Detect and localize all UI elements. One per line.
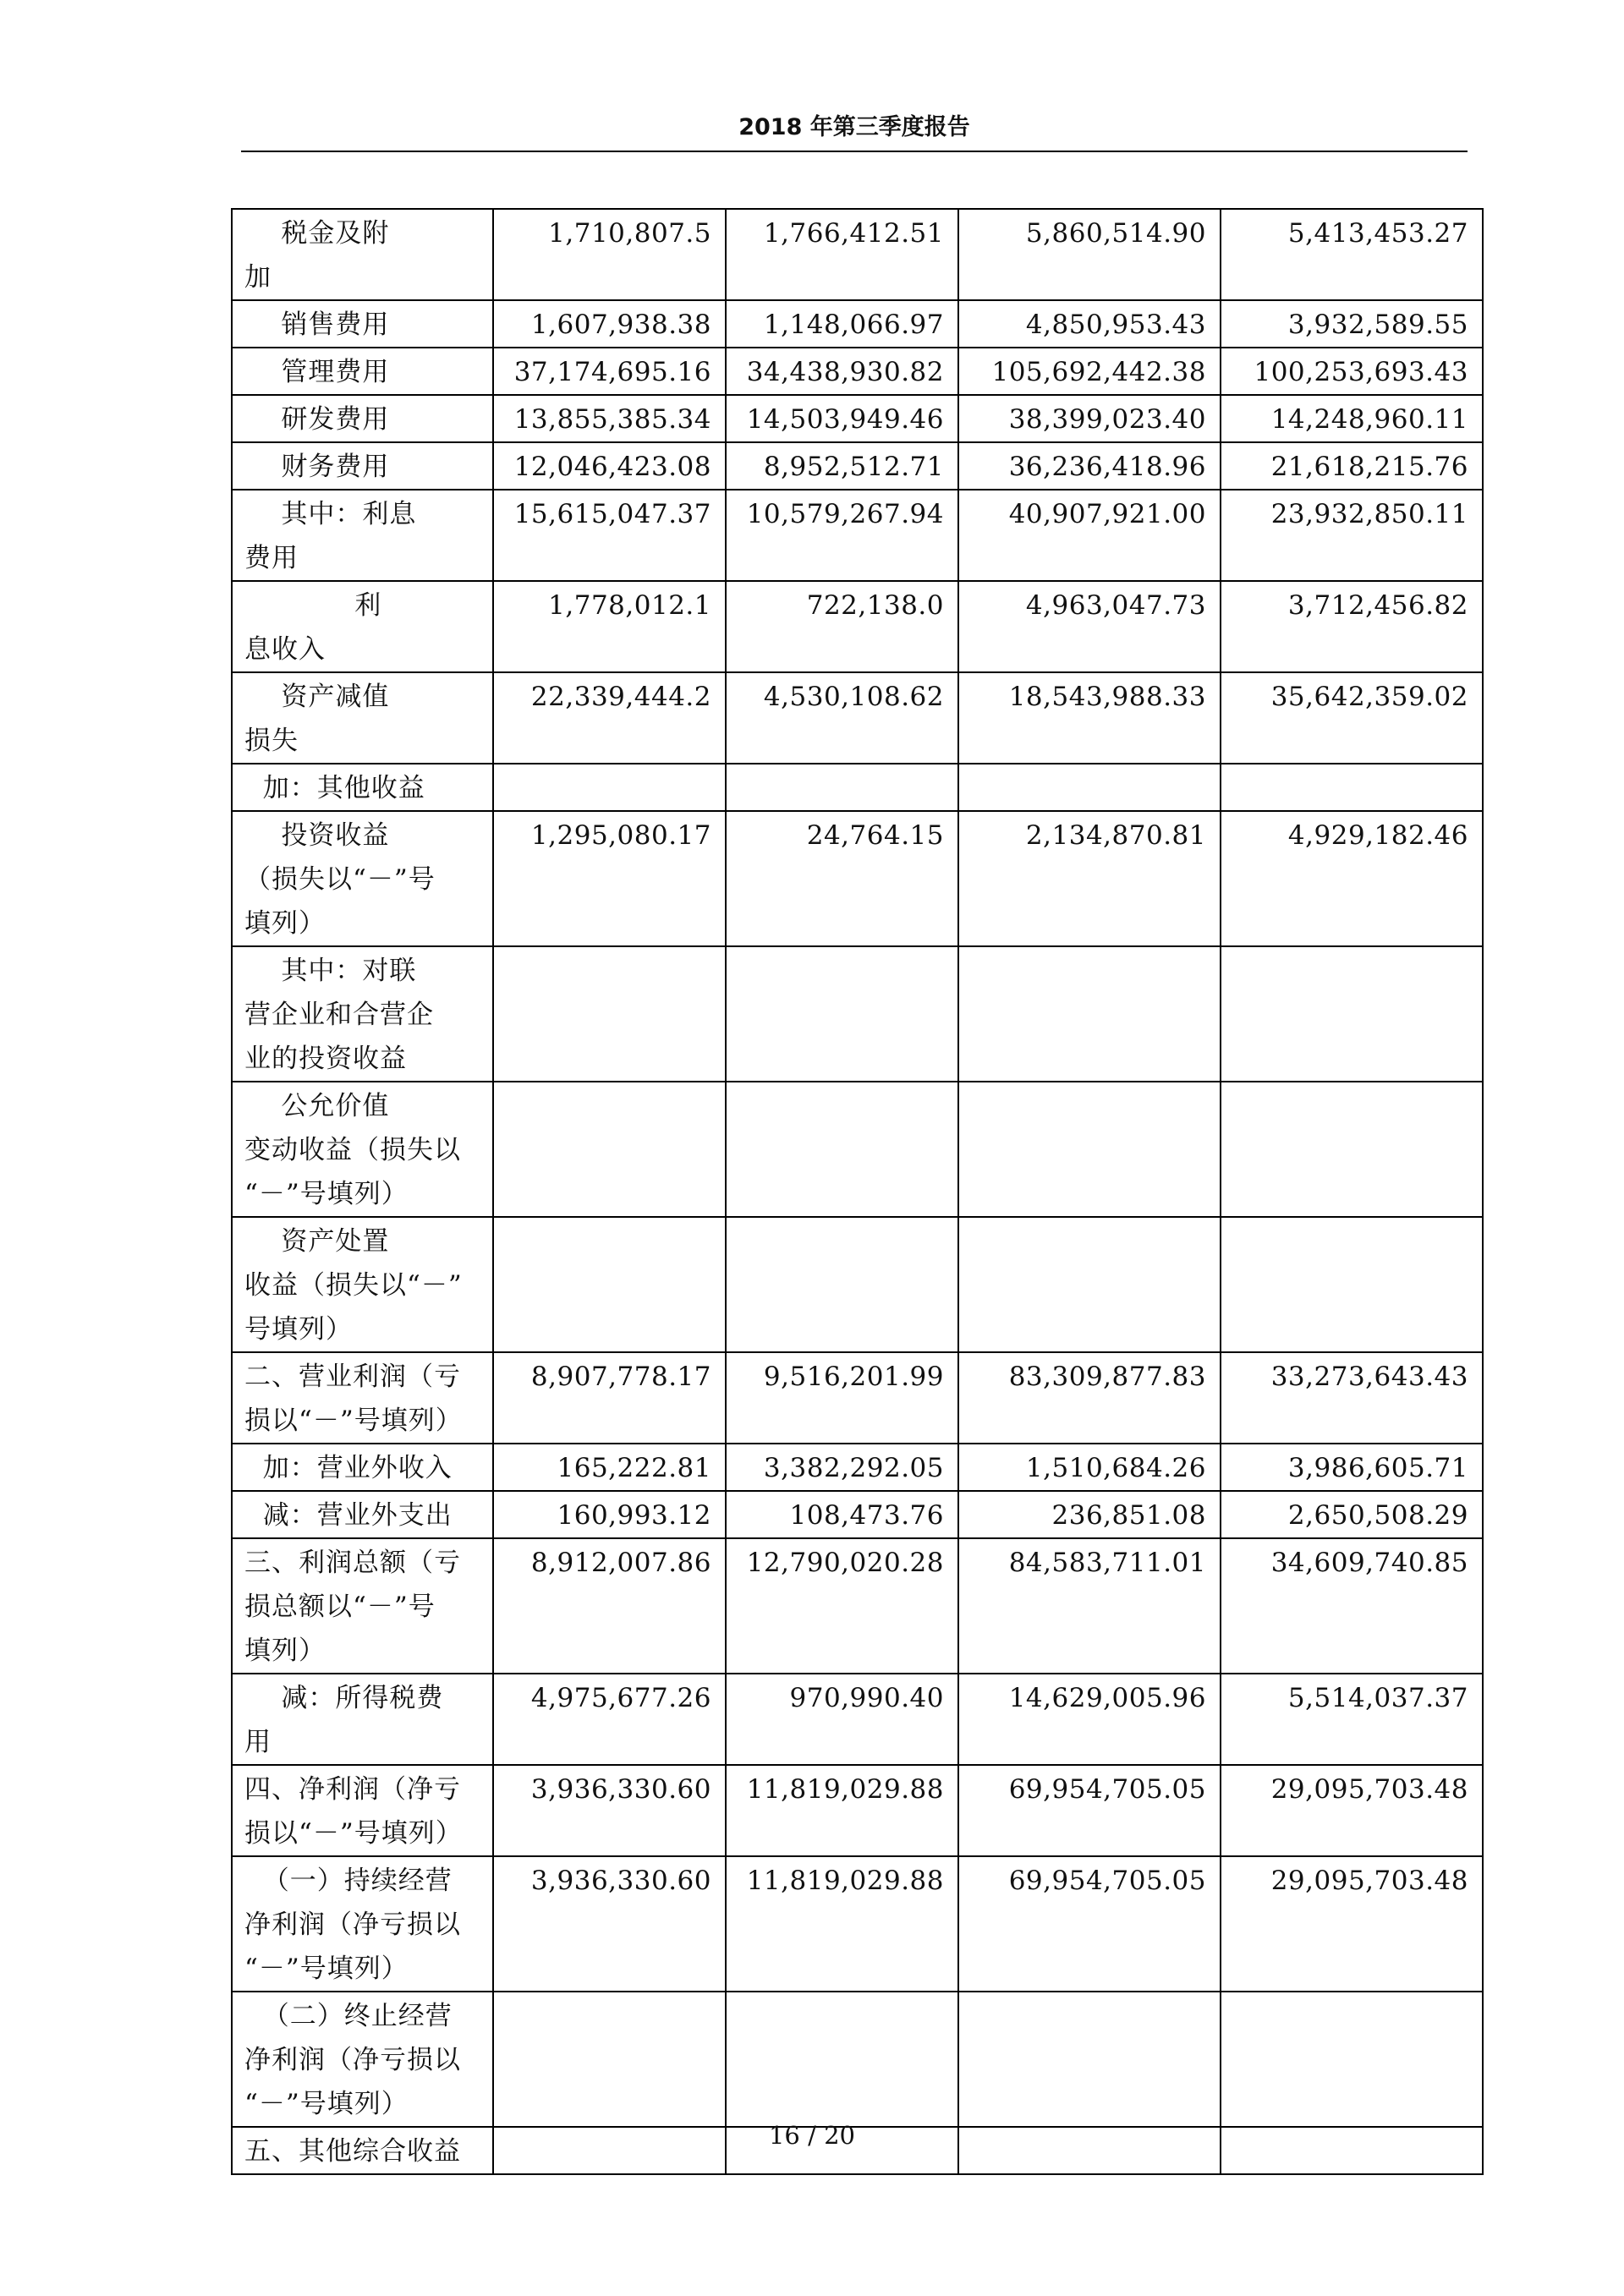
row-label: （一）持续经营 净利润（净亏损以 “－”号填列） (232, 1856, 493, 1992)
value-cell: 2,134,870.81 (958, 811, 1221, 946)
table-row (232, 1765, 1483, 1856)
table-row (232, 442, 1483, 490)
value-cell: 69,954,705.05 (958, 1856, 1221, 1992)
value-cell: 4,963,047.73 (958, 581, 1221, 672)
row-label: 公允价值 变动收益（损失以 “－”号填列） (232, 1082, 493, 1217)
value-cell: 165,222.81 (493, 1444, 726, 1491)
value-cell: 10,579,267.94 (726, 490, 958, 581)
value-cell: 14,248,960.11 (1221, 395, 1483, 442)
value-cell: 1,510,684.26 (958, 1444, 1221, 1491)
value-cell: 236,851.08 (958, 1491, 1221, 1538)
table-row (232, 764, 1483, 811)
row-label: 税金及附 加 (232, 209, 493, 300)
table-row (232, 300, 1483, 348)
table-row (232, 811, 1483, 946)
value-cell (1221, 1082, 1483, 1217)
value-cell: 1,710,807.5 (493, 209, 726, 300)
value-cell: 722,138.0 (726, 581, 958, 672)
table-row (232, 1856, 1483, 1992)
report-header-title: 2018 年第三季度报告 (738, 114, 970, 140)
row-label: 投资收益 （损失以“－”号 填列） (232, 811, 493, 946)
value-cell: 1,607,938.38 (493, 300, 726, 348)
value-cell: 15,615,047.37 (493, 490, 726, 581)
value-cell: 29,095,703.48 (1221, 1765, 1483, 1856)
table-body (232, 209, 1483, 2174)
value-cell (958, 946, 1221, 1082)
value-cell: 970,990.40 (726, 1674, 958, 1765)
value-cell: 1,766,412.51 (726, 209, 958, 300)
value-cell: 3,712,456.82 (1221, 581, 1483, 672)
value-cell: 108,473.76 (726, 1491, 958, 1538)
value-cell: 1,148,066.97 (726, 300, 958, 348)
value-cell: 4,530,108.62 (726, 672, 958, 764)
value-cell: 12,790,020.28 (726, 1538, 958, 1674)
value-cell: 9,516,201.99 (726, 1352, 958, 1444)
row-label: 二、营业利润（亏 损以“－”号填列） (232, 1352, 493, 1444)
row-label: 资产处置 收益（损失以“－” 号填列） (232, 1217, 493, 1352)
row-label: 销售费用 (232, 300, 493, 348)
value-cell: 4,929,182.46 (1221, 811, 1483, 946)
row-label: 三、利润总额（亏 损总额以“－”号 填列） (232, 1538, 493, 1674)
row-label: 五、其他综合收益 (232, 2127, 493, 2174)
value-cell: 2,650,508.29 (1221, 1491, 1483, 1538)
table-row (232, 348, 1483, 395)
value-cell: 13,855,385.34 (493, 395, 726, 442)
table-row (232, 209, 1483, 300)
value-cell: 14,629,005.96 (958, 1674, 1221, 1765)
value-cell: 4,975,677.26 (493, 1674, 726, 1765)
value-cell (958, 764, 1221, 811)
value-cell: 36,236,418.96 (958, 442, 1221, 490)
income-statement-table (231, 208, 1484, 2175)
value-cell (493, 1992, 726, 2127)
table-row (232, 672, 1483, 764)
header-rule (241, 151, 1468, 152)
value-cell (1221, 946, 1483, 1082)
value-cell: 34,609,740.85 (1221, 1538, 1483, 1674)
value-cell (958, 1082, 1221, 1217)
value-cell: 3,382,292.05 (726, 1444, 958, 1491)
value-cell: 34,438,930.82 (726, 348, 958, 395)
table-row (232, 395, 1483, 442)
value-cell (726, 764, 958, 811)
value-cell: 14,503,949.46 (726, 395, 958, 442)
row-label: 财务费用 (232, 442, 493, 490)
row-label: 减：所得税费 用 (232, 1674, 493, 1765)
value-cell (1221, 1992, 1483, 2127)
value-cell: 3,936,330.60 (493, 1856, 726, 1992)
value-cell (493, 764, 726, 811)
value-cell: 18,543,988.33 (958, 672, 1221, 764)
value-cell: 1,295,080.17 (493, 811, 726, 946)
row-label: 加：营业外收入 (232, 1444, 493, 1491)
table-row (232, 1538, 1483, 1674)
value-cell: 12,046,423.08 (493, 442, 726, 490)
value-cell: 100,253,693.43 (1221, 348, 1483, 395)
value-cell: 69,954,705.05 (958, 1765, 1221, 1856)
value-cell: 38,399,023.40 (958, 395, 1221, 442)
table-row (232, 1992, 1483, 2127)
value-cell: 11,819,029.88 (726, 1856, 958, 1992)
value-cell: 21,618,215.76 (1221, 442, 1483, 490)
table-row (232, 946, 1483, 1082)
value-cell: 84,583,711.01 (958, 1538, 1221, 1674)
value-cell: 3,986,605.71 (1221, 1444, 1483, 1491)
value-cell (726, 946, 958, 1082)
page-number: 16 / 20 (768, 2121, 855, 2150)
value-cell: 4,850,953.43 (958, 300, 1221, 348)
row-label: 利 息收入 (232, 581, 493, 672)
value-cell: 22,339,444.2 (493, 672, 726, 764)
value-cell: 3,936,330.60 (493, 1765, 726, 1856)
value-cell: 23,932,850.11 (1221, 490, 1483, 581)
table-row (232, 490, 1483, 581)
row-label: 研发费用 (232, 395, 493, 442)
value-cell: 105,692,442.38 (958, 348, 1221, 395)
row-label: 其中：利息 费用 (232, 490, 493, 581)
row-label: 资产减值 损失 (232, 672, 493, 764)
value-cell: 35,642,359.02 (1221, 672, 1483, 764)
value-cell: 160,993.12 (493, 1491, 726, 1538)
value-cell: 8,952,512.71 (726, 442, 958, 490)
value-cell (493, 1082, 726, 1217)
value-cell (726, 1992, 958, 2127)
table-row (232, 581, 1483, 672)
row-label: 减：营业外支出 (232, 1491, 493, 1538)
row-label: （二）终止经营 净利润（净亏损以 “－”号填列） (232, 1992, 493, 2127)
table-row (232, 1444, 1483, 1491)
value-cell: 8,912,007.86 (493, 1538, 726, 1674)
value-cell (1221, 1217, 1483, 1352)
table-row (232, 1674, 1483, 1765)
value-cell: 8,907,778.17 (493, 1352, 726, 1444)
row-label: 其中：对联 营企业和合营企 业的投资收益 (232, 946, 493, 1082)
value-cell (493, 946, 726, 1082)
row-label: 四、净利润（净亏 损以“－”号填列） (232, 1765, 493, 1856)
value-cell: 11,819,029.88 (726, 1765, 958, 1856)
value-cell: 40,907,921.00 (958, 490, 1221, 581)
value-cell (1221, 764, 1483, 811)
value-cell (726, 1082, 958, 1217)
value-cell: 37,174,695.16 (493, 348, 726, 395)
value-cell (958, 1992, 1221, 2127)
value-cell (726, 1217, 958, 1352)
value-cell: 5,514,037.37 (1221, 1674, 1483, 1765)
value-cell: 5,413,453.27 (1221, 209, 1483, 300)
value-cell: 5,860,514.90 (958, 209, 1221, 300)
table-row (232, 1217, 1483, 1352)
value-cell: 29,095,703.48 (1221, 1856, 1483, 1992)
value-cell: 3,932,589.55 (1221, 300, 1483, 348)
value-cell (958, 1217, 1221, 1352)
value-cell (493, 1217, 726, 1352)
value-cell: 83,309,877.83 (958, 1352, 1221, 1444)
table-row (232, 1352, 1483, 1444)
value-cell: 24,764.15 (726, 811, 958, 946)
row-label: 加：其他收益 (232, 764, 493, 811)
row-label: 管理费用 (232, 348, 493, 395)
table-row (232, 1491, 1483, 1538)
value-cell: 33,273,643.43 (1221, 1352, 1483, 1444)
table-row (232, 1082, 1483, 1217)
value-cell: 1,778,012.1 (493, 581, 726, 672)
